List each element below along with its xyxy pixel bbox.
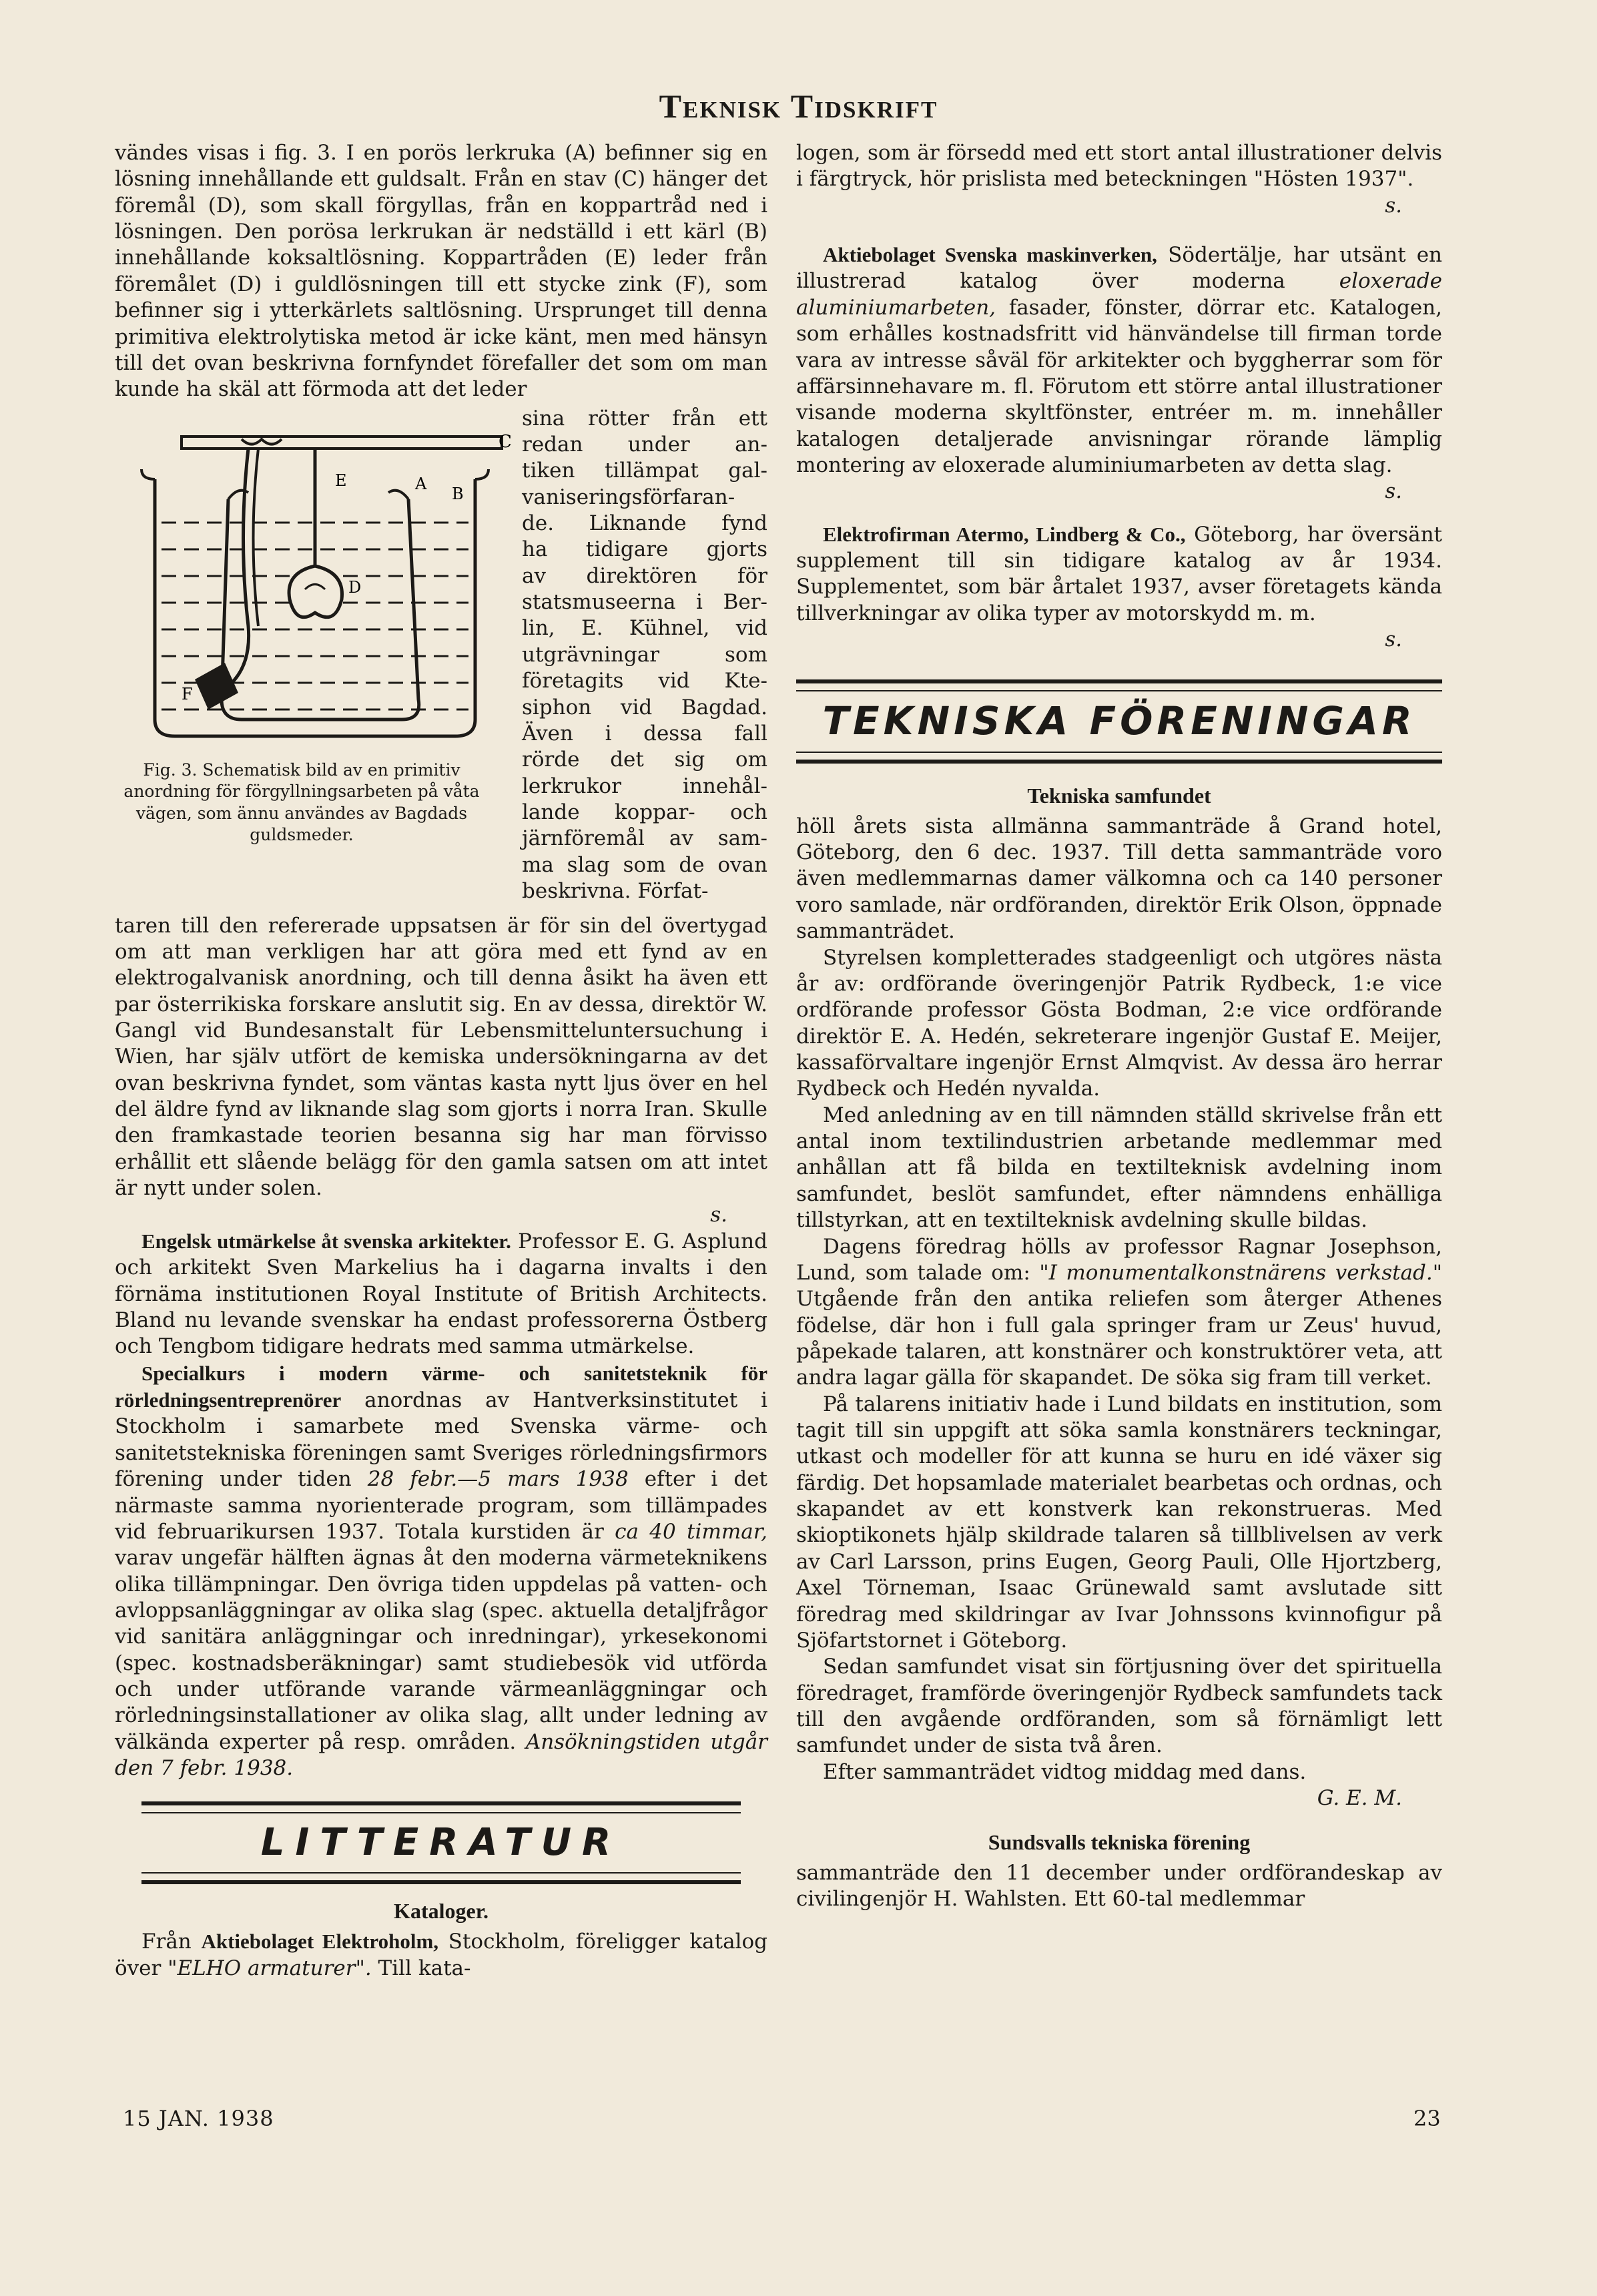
paragraph-text: Dagens föredrag hölls av professor Ragnar Josephson, Lund, som talade om: (796, 1234, 1442, 1285)
litteratur-banner (141, 1801, 741, 1884)
left-column (115, 140, 767, 1982)
wrap-line: Även i dessa fall (522, 721, 767, 746)
course-text: varav ungefär hälften ägnas åt den moderna värmeteknikens olika tillämpningar. Den övriga tiden uppdelas på vatten- och avloppsanläggningar av olika slag (spec. aktuella detaljfrågor vid sanitära anläggningar och inredningar), yrkesekonomi (spec. kostnadsberäkningar) samt studiebesök vid utförda och under utförande varande värmeanläggningar och rörledningsinstallationer av olika slag, allt under ledning av välkända experter på resp. områden. (115, 1546, 767, 1754)
wrap-line: ma slag som de ovan (522, 852, 767, 877)
samfundet-paragraph: höll årets sista allmänna sammanträde å Grand hotel, Göteborg, den 6 dec. 1937. Till detta sammanträde voro även medlemmarnas damer välkomna och ca 140 personer voro samlade, när ordföranden, direktör Erik Olson, öppnade sammanträdet. (796, 814, 1442, 944)
foreningar-banner (796, 679, 1442, 764)
figure-block (115, 406, 767, 913)
course-paragraph (115, 1360, 767, 1782)
sundsvall-heading: Sundsvalls tekniska förening (988, 1830, 1251, 1855)
maskinverken-paragraph (796, 242, 1442, 479)
issue-date: 15 JAN. 1938 (123, 2106, 274, 2131)
course-text: anordnas av Hantverksinstitutet i Stockholm i samarbete med Svenska värme- och sanitetstekniska föreningen samt Sveriges rörledningsfirmors förening under tiden (115, 1388, 767, 1492)
wrap-line: lande koppar- och (522, 800, 767, 824)
course-dates: 28 febr.—5 mars 1938 (367, 1467, 629, 1492)
paragraph-text: Utgående från den antika reliefen som återger Athenes födelse, där hon i full gala springer fram ur Zeus' huvud, påpekade talaren, att konstnärer och konstruktörer veta, att andra lagar gälla för skapandet. De söka sig fram till verket. (796, 1287, 1442, 1390)
signature: s. (1385, 627, 1402, 652)
electrolysis-paragraph-cont: taren till den refererade uppsatsen är för sin del övertygad om att man verkligen har att göra med ett fynd av en elektrogalvanisk anordning, och till denna åsikt ha även ett par österrikiska forskare anslutit sig. En av dessa, direktör W. Gangl vid Bundesanstalt für Lebensmitteluntersuchung i Wien, har själv utfört de kemiska undersökningarna av det ovan beskrivna fyndet, som väntas kasta nytt ljus över en hel del äldre fynd av liknande slag som gjorts i norra Iran. Skulle den framkastade teorien besanna sig har man förvisso erhållit ett slående belägg för den gamla satsen om att intet är nytt under solen. (115, 913, 767, 1201)
company-name: Elektrofirman Atermo, Lindberg & Co., (823, 522, 1186, 546)
wrap-line: sina rötter från ett (522, 406, 767, 431)
course-heading: Specialkurs i modern värme- och sanitetsteknik för rörledningsentreprenörer (115, 1361, 767, 1412)
wrap-line: tiken tillämpat gal- (522, 459, 767, 483)
wrap-line: beskrivna. Förfat- (522, 879, 709, 904)
paragraph-text: Göteborg, har översänt supplement till sin tidigare katalog av år 1934. Supplementet, som bär årtalet 1937, avser företagets kända tillverkningar av olika typer av motorskydd m. m. (796, 522, 1442, 625)
signature: s. (1385, 193, 1402, 218)
award-paragraph (115, 1228, 767, 1360)
samfundet-heading: Tekniska samfundet (1027, 784, 1211, 808)
right-column (796, 140, 1442, 1913)
wrap-line: företagits vid Kte- (522, 669, 767, 693)
catalog-company: Aktiebolaget Elektroholm, (201, 1930, 439, 1954)
product-name: eloxerade aluminiumarbeten, (796, 269, 1442, 320)
catalog-heading: Kataloger. (394, 1898, 489, 1923)
signature: G. E. M. (1317, 1786, 1402, 1811)
label-f: F (182, 684, 193, 703)
catalog-paragraph (115, 1928, 767, 1982)
company-name: Aktiebolaget Svenska maskinverken, (823, 243, 1157, 267)
signature: s. (710, 1202, 727, 1227)
signature: s. (1385, 479, 1402, 504)
paragraph-text: Södertälje, har utsänt en illustrerad katalog över moderna (796, 243, 1443, 294)
figure-wrap-text (522, 406, 767, 905)
electrolysis-paragraph: vändes visas i fig. 3. I en porös lerkruka (A) befinner sig en lösning innehållande ett guldsalt. Från en stav (C) hänger det föremål (D), som skall förgyllas, från en koppartråd ned i lösningen. Den porösa lerkrukan är nedställd i ett kärl (B) innehållande koksaltlösning. Koppartråden (E) leder från föremålet (D) i guldlösningen till ett stycke zink (F), som befinner sig i ytterkärlets saltlösning. Ursprunget till denna primitiva elektrolytiska metod är icke känt, men med hänsyn till det ovan beskrivna fornfyndet förefaller det som om man kunde ha skäl att förmoda att det leder (115, 141, 767, 402)
lecture-title: "I monumentalkonstnärens verkstad." (1039, 1260, 1442, 1285)
page-number: 23 (1413, 2106, 1441, 2131)
samfundet-paragraph: Med anledning av en till nämnden ställd skrivelse från ett antal inom textilindustrien arbetande medlemmar med anhållan att få bilda en textilteknisk avdelning inom samfundet, beslöt samfundet, efter nämndens enhälliga tillstyrkan, att en textilteknisk avdelning skulle bildas. (796, 1103, 1442, 1233)
wrap-line: ha tidigare gjorts (522, 537, 767, 562)
label-e: E (335, 471, 347, 490)
figure-caption: Fig. 3. Schematisk bild av en primitiv anordning för förgyllningsarbeten på våta vägen, som ännu användes av Bagdads guldsmeder. (123, 760, 480, 845)
samfundet-paragraph: Sedan samfundet visat sin förtjusning över det spirituella föredraget, framförde överingenjör Rydbeck samfundets tack till den avgående ordföranden, som så förnämligt lett samfundet under de sista två åren. (796, 1655, 1442, 1758)
samfundet-paragraph: På talarens initiativ hade i Lund bildats en institution, som tagit till sin uppgift att söka samla konstnärers teckningar, utkast och modeller för att kunna se huru en idé växer sig färdig. Det hopsamlade materialet bearbetas och ordnas, och skapandet av ett konstverk kan rekonstrueras. Med skioptikonets hjälp skildrade talaren så tillblivelsen av verk av Carl Larsson, prins Eugen, Georg Pauli, Olle Hjortzberg, Axel Törneman, Isaac Grünewald samt avslutade sitt föredrag med skildringar av Ivar Johnssons kvinnofigur på Sjöfartstornet i Göteborg. (796, 1392, 1442, 1653)
atermo-paragraph (796, 521, 1442, 627)
wrap-line: vaniseringsförfaran- (522, 485, 735, 509)
label-d: D (348, 577, 362, 597)
foreningar-title: TEKNISKA FÖRENINGAR (822, 698, 1416, 744)
samfundet-paragraph (796, 1234, 1442, 1392)
course-hours: ca 40 timmar, (615, 1519, 767, 1544)
label-a: A (415, 474, 427, 493)
paragraph-text: fasader, fönster, dörrar etc. Katalogen, som erhålles kostnadsfritt vid hänvändelse till firman torde vara av intresse såväl för arkitekter och byggherrar som för affärsinnehavare m. fl. Förutom ett större antal illustrationer visande moderna skyltfönster, entréer m. m. innehåller katalogen detaljerade anvisningar rörande lämplig montering av eloxerade aluminiumarbeten av detta slag. (796, 295, 1442, 477)
sundsvall-paragraph: sammanträde den 11 december under ordförandeskap av civilingenjör H. Wahlsten. Ett 60-tal medlemmar (796, 1861, 1442, 1912)
wrap-line: rörde det sig om (522, 748, 767, 772)
gilding-apparatus-illustration (115, 406, 515, 753)
course-deadline: Ansökningstiden utgår den 7 febr. 1938. (115, 1729, 767, 1781)
wrap-line: de. Liknande fynd (522, 511, 767, 536)
label-c: C (499, 431, 512, 452)
course-text: efter i det närmaste samma nyorienterade program, som tillämpades vid februarikursen 1937. Totala kurstiden är (115, 1467, 767, 1544)
award-text: Professor E. G. Asplund och arkitekt Sven Markelius ha i dagarna invalts i den förnäma institutionen Royal Institute of British Architects. Bland nu levande svenskar ha endast professorerna Östberg och Tengbom tidigare hedrats med samma utmärkelse. (115, 1229, 767, 1359)
wrap-line: siphon vid Bagdad. (522, 695, 767, 720)
wrap-line: statsmuseerna i Ber- (522, 590, 767, 615)
litteratur-title: LITTERATUR (260, 1821, 622, 1865)
wrap-line: lin, E. Kühnel, vid (522, 616, 767, 641)
samfundet-paragraph: Efter sammanträdet vidtog middag med dans. (823, 1759, 1307, 1784)
wrap-line: lerkrukor innehål- (522, 774, 767, 798)
wrap-line: av direktören för (522, 563, 767, 588)
samfundet-paragraph: Styrelsen kompletterades stadgeenligt och utgöres nästa år av: ordförande överingenjör Patrik Rydbeck, 1:e vice ordförande professor Gösta Bodman, 2:e vice ordförande direktör E. A. Hedén, sekreterare ingenjör Gustaf E. Meijer, kassaförvaltare ingenjör Ernst Almqvist. Av dessa äro herrar Rydbeck och Hedén nyvalda. (796, 945, 1442, 1101)
catalog-cont-paragraph: logen, som är försedd med ett stort antal illustrationer delvis i färgtryck, hör prislista med beteckningen "Hösten 1937". (796, 141, 1442, 192)
wrap-line: järnföremål av sam- (522, 826, 767, 851)
running-head: Teknisk Tidskrift (659, 87, 938, 125)
catalog-text: Stockholm, föreligger katalog över (115, 1930, 767, 1980)
catalog-text: Till kata- (371, 1956, 471, 1980)
catalog-product: "ELHO armaturer". (168, 1956, 372, 1980)
wrap-line: utgrävningar som (522, 642, 767, 667)
wrap-line: redan under an- (522, 432, 767, 457)
label-b: B (452, 484, 464, 503)
award-heading: Engelsk utmärkelse åt svenska arkitekter. (141, 1229, 511, 1253)
catalog-text: Från (141, 1930, 202, 1954)
